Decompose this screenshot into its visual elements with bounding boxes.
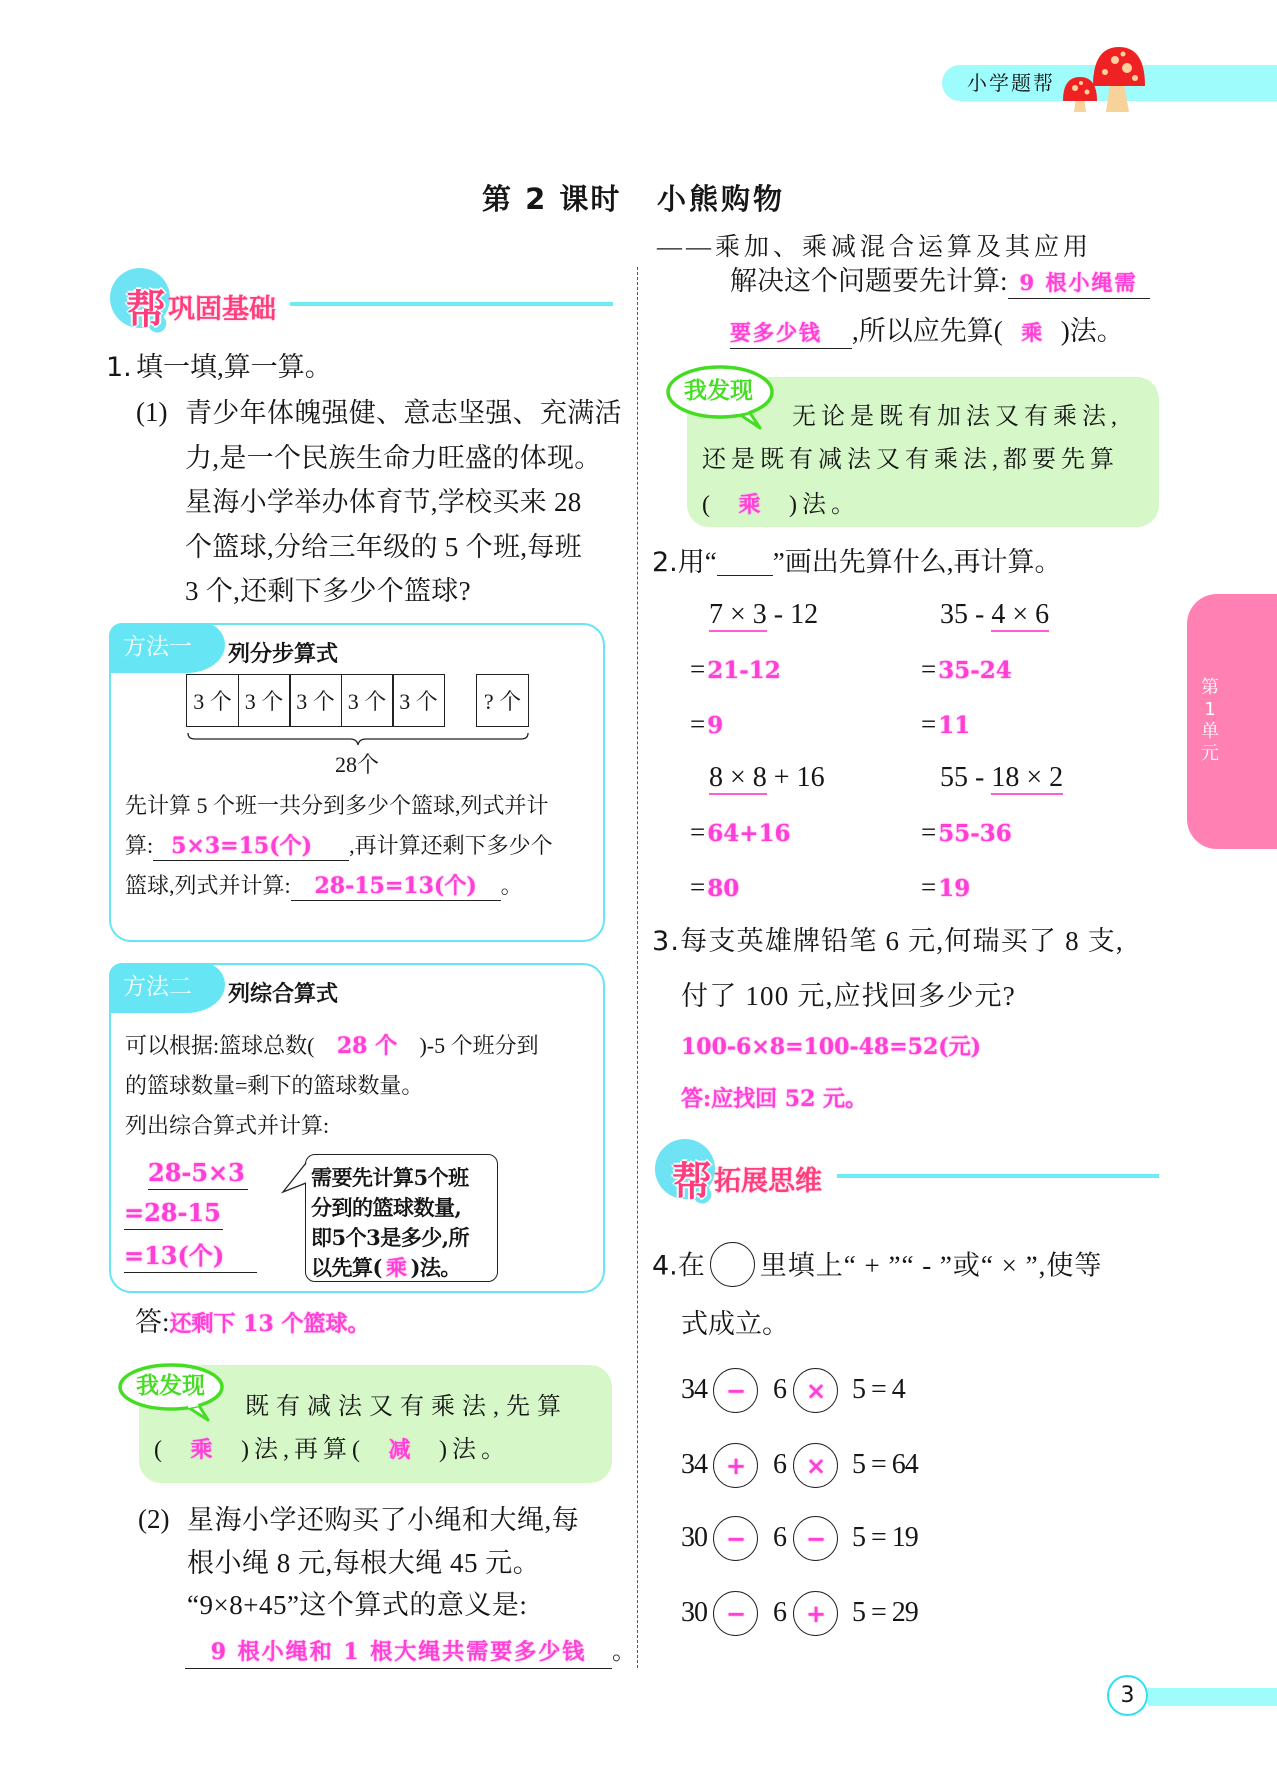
discovery-text-line: 无论是既有加法又有乘法, [792,404,1122,430]
answer-text: 乘 [385,1255,407,1280]
question-number: 2. [652,547,678,578]
answer-blank [730,318,852,349]
text-fragment: )法。 [410,1255,461,1280]
answer-label: 答: [135,1307,170,1337]
text-fragment: 55 - [940,762,992,793]
equation-result: = 29 [871,1597,918,1628]
answer-text: 乘 [1021,320,1043,345]
method-text-line [125,835,553,861]
answer-text: 28-5×3 [148,1158,245,1187]
unit-label [1199,677,1221,765]
discovery-text-line: 既有减法又有乘法,先算 [245,1394,568,1420]
text-line: 青少年体魄强健、意志坚强、充满活 [185,398,622,428]
unit-label-char: 第 [1201,677,1219,698]
text-fragment: ( [154,1437,167,1463]
answer-text: 21-12 [707,657,781,684]
operator-answer: − [725,1375,746,1405]
hint-line [311,1253,493,1283]
method-text-line [125,875,523,901]
answer-text: 答:应找回 52 元。 [681,1086,868,1112]
text-fragment: )法。 [1060,316,1124,346]
discovery-text-line [702,493,860,517]
discovery-badge-label: 我发现 [684,378,753,404]
equals-sign: = [921,654,937,684]
method-tab-label: 方法二 [123,974,192,1000]
answer-blank [715,493,789,517]
method-tab [109,963,225,1013]
operator-answer: − [725,1598,746,1628]
text-fragment: ,再计算还剩下多少个 [349,833,553,858]
operator-circle [793,1516,838,1561]
answer-blank [124,1198,223,1230]
brand-label: 小学题帮 [967,71,1055,95]
unit-label-char: 元 [1201,743,1219,764]
discovery-badge-label: 我发现 [136,1373,205,1399]
answer-text: 5×3=15(个) [171,833,313,859]
calc-step [690,711,723,738]
question-2-prompt [652,548,1061,576]
segment-cell: 3 个 [341,674,394,727]
answer-text: 乘 [190,1437,218,1463]
unit-side-tab [1187,594,1277,849]
segment-cell: 3 个 [238,674,291,727]
discovery-text-line [154,1438,510,1462]
question-3-line: 付了 100 元,应找回多少元? [681,981,1016,1011]
text-fragment: 算: [125,833,154,858]
meaning-answer-line [185,1638,636,1669]
operand: 5 [852,1374,865,1405]
equals-sign: = [690,709,706,739]
equals-sign: = [921,872,937,902]
text-fragment: )法,再算( [241,1437,365,1463]
unit-label-char: 1 [1204,699,1216,720]
operand: 5 [852,1449,865,1480]
text-fragment: 。 [612,1639,636,1665]
answer-text: 9 根小绳需 [1019,270,1138,295]
text-fragment: 可以根据:篮球总数( [125,1033,315,1058]
equals-sign: = [690,654,706,684]
calc-step [921,874,970,901]
first-step-underline: 4 × 6 [991,599,1050,630]
operator-answer: − [725,1523,746,1553]
operand: 6 [773,1374,786,1405]
equals-sign: = [921,709,937,739]
operand: 6 [773,1597,786,1628]
answer-text: 19 [938,875,971,902]
text-fragment: 每支英雄牌铅笔 6 元,何瑞买了 8 支, [680,926,1124,956]
answer-blank [365,1438,439,1462]
calc-step [690,656,781,683]
page-number: 3 [1107,1675,1148,1716]
bubble-tail-icon [281,1161,309,1195]
segment-cell: 3 个 [186,674,239,727]
brace-icon [186,731,531,747]
operator-answer: − [805,1523,826,1553]
answer-blank [167,1438,241,1462]
answer-text: 28-15=13(个) [314,873,477,899]
sub-question-label: (2) [138,1504,170,1534]
text-fragment: )法。 [789,492,860,518]
sub-question-label: (1) [136,397,168,427]
equation-row [681,1515,918,1561]
method-tab [109,623,225,673]
text-fragment: ( [702,492,715,518]
text-line: 根小绳 8 元,每根大绳 45 元。 [187,1547,541,1578]
question-4-line: 式成立。 [681,1309,789,1339]
operator-circle [713,1368,758,1413]
equation-result: = 64 [871,1449,918,1480]
answer-text: 9 [707,712,724,739]
text-fragment: 在 [677,1250,705,1281]
equation-row [681,1442,918,1488]
expression [940,601,1049,632]
text-fragment: 里填上“ + ”“ - ”或“ × ”,使等 [759,1250,1103,1281]
operator-answer: × [805,1375,826,1405]
calc-step [921,711,970,738]
mushroom-icon [1055,38,1155,116]
calc-step [124,1198,223,1230]
equals-sign: = [921,817,937,847]
calc-step [148,1158,248,1190]
hint-line: 分到的篮球数量, [311,1195,462,1220]
operand: 30 [681,1522,707,1553]
segment-cell: 3 个 [289,674,342,727]
method-two-box [109,963,605,1293]
lesson-number: 第 2 课时 [482,182,622,216]
solution-text: 100-6×8=100-48=52(元) [681,1034,982,1060]
text-fragment: 解决这个问题要先计算: [730,266,1008,296]
operand: 6 [773,1522,786,1553]
equals-sign: = [690,872,706,902]
section-rule [837,1174,1159,1178]
operand: 34 [681,1449,707,1480]
calc-step [690,874,739,901]
operand: 30 [681,1597,707,1628]
segment-cell: 3 个 [392,674,445,727]
answer-blank [185,1638,612,1669]
answer-blank [153,835,349,861]
method-text-line: 先计算 5 个班一共分到多少个篮球,列式并计 [125,793,549,818]
operator-circle [793,1591,838,1636]
answer-text: 还剩下 13 个篮球。 [169,1311,370,1337]
calc-step [921,819,1012,846]
answer-text: 减 [388,1437,416,1463]
blank-circle-icon [710,1242,755,1287]
first-step-underline: 8 × 8 [709,762,767,793]
expression [709,764,825,795]
question-number: 4. [652,1250,678,1282]
answer-text: 乘 [738,492,766,518]
section-title-extend: 拓展思维 [714,1166,822,1197]
text-fragment: ”画出先算什么,再计算。 [772,547,1062,577]
equals-sign: = [690,817,706,847]
operand: 5 [852,1597,865,1628]
method-one-box [109,623,605,942]
section-rule [290,302,613,306]
page-number-bar [1148,1688,1277,1706]
answer-line [135,1309,369,1336]
method-title: 列分步算式 [228,642,339,667]
text-line: 3 个,还剩下多少个篮球? [185,576,471,606]
text-fragment: )-5 个班分到 [419,1033,539,1058]
question-3-line [652,928,1124,955]
operator-answer: × [805,1450,826,1480]
method-title: 列综合算式 [228,982,339,1007]
text-fragment: 35 - [940,599,992,630]
hint-line: 需要先计算5个班 [311,1165,469,1190]
method-tab-label: 方法一 [123,634,192,660]
answer-text: =28-15 [124,1198,221,1227]
first-step-underline: 18 × 2 [991,762,1064,793]
answer-text: 55-36 [938,820,1012,847]
text-line: 星海小学举办体育节,学校买来 28 [185,487,582,517]
method-text-line: 的篮球数量=剩下的篮球数量。 [125,1073,424,1098]
question-4-line [652,1246,1102,1291]
followup-line [730,268,1150,299]
section-badge-char: 帮 [672,1159,712,1205]
operator-answer: + [725,1450,746,1480]
operator-circle [713,1516,758,1561]
segment-diagram [186,674,445,727]
calc-step [124,1241,257,1273]
hint-speech-bubble [305,1154,498,1282]
underline-sample [717,548,773,576]
answer-text: 9 根小绳和 1 根大绳共需要多少钱 [210,1639,587,1665]
text-line: “9×8+45”这个算式的意义是: [187,1590,528,1620]
total-label: 28个 [335,752,380,777]
answer-blank [291,875,501,901]
text-line: 个篮球,分给三年级的 5 个班,每班 [185,531,582,562]
operator-circle [793,1443,838,1488]
first-step-underline: 7 × 3 [709,599,767,630]
answer-text: 11 [938,712,971,739]
lesson-title: 小熊购物 [657,182,786,216]
operand: 6 [773,1449,786,1480]
expression [940,764,1063,795]
text-fragment: )法。 [438,1437,510,1463]
answer-blank [148,1158,248,1190]
answer-text: 要多少钱 [730,320,822,345]
hint-line: 即5个3是多少,所 [311,1225,470,1250]
unknown-segment-cell: ? 个 [476,674,529,727]
column-divider [637,267,638,1668]
text-fragment: 篮球,列式并计算: [125,873,291,898]
equation-row [681,1590,918,1636]
section-title-basic: 巩固基础 [168,294,276,325]
answer-text: 64+16 [707,820,791,847]
text-fragment: + 16 [766,762,825,793]
unit-label-char: 单 [1201,721,1219,742]
sub-question-text [185,391,622,614]
text-fragment: 。 [500,873,523,898]
text-fragment: - 12 [766,599,819,630]
answer-blank [124,1241,257,1273]
text-fragment: ,所以应先算( [852,316,1003,346]
calc-step [921,656,1012,683]
answer-blank [1003,318,1061,345]
operator-circle [713,1443,758,1488]
calc-step [690,819,791,846]
sub-question-text [187,1499,579,1627]
answer-text: 35-24 [938,657,1012,684]
operator-circle [793,1368,838,1413]
text-fragment: 用“ [677,547,717,577]
lesson-subtitle: ——乘加、乘减混合运算及其应用 [657,234,1093,261]
operand: 5 [852,1522,865,1553]
expression [709,601,818,632]
answer-text: =13(个) [124,1241,225,1270]
operator-answer: + [805,1598,826,1628]
answer-blank [1008,268,1150,299]
discovery-text-line: 还是既有减法又有乘法,都要先算 [702,447,1119,473]
equation-result: = 19 [871,1522,918,1553]
method-text-line: 列出综合算式并计算: [125,1113,330,1138]
operand: 34 [681,1374,707,1405]
section-badge-char: 帮 [126,287,166,333]
question-prompt: 填一填,算一算。 [136,352,332,382]
answer-text: 28 个 [336,1033,398,1059]
answer-blank [314,1035,419,1057]
question-number: 3. [652,926,681,957]
followup-line [730,318,1124,349]
text-line: 星海小学还购买了小绳和大绳,每 [187,1505,580,1535]
operator-circle [713,1591,758,1636]
method-text-line [125,1035,539,1057]
text-fragment: 以先算( [311,1255,382,1280]
equation-result: = 4 [871,1374,905,1405]
answer-text: 80 [707,875,740,902]
equation-row [681,1367,905,1413]
text-line: 力,是一个民族生命力旺盛的体现。 [185,442,602,473]
question-number: 1. [106,352,132,383]
